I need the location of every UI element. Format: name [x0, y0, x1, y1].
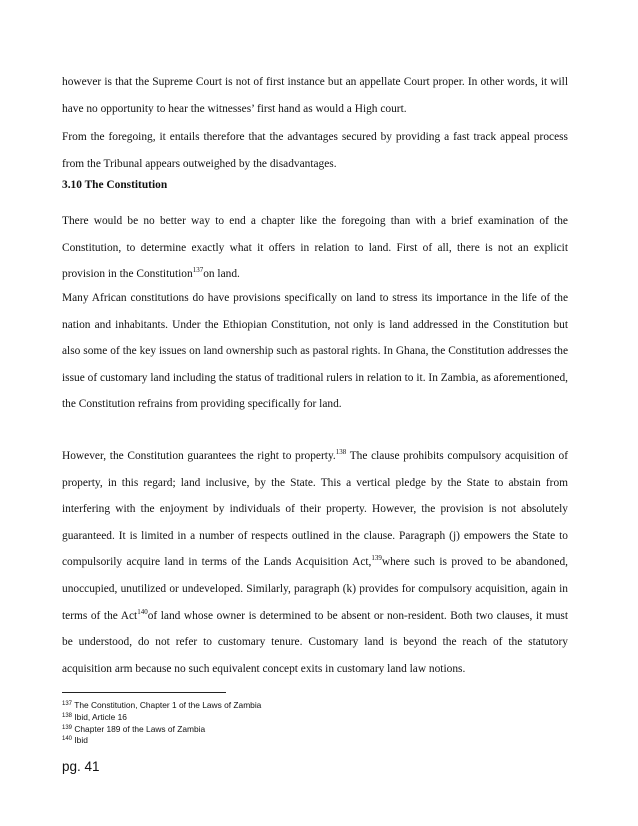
footnote-text: The Constitution, Chapter 1 of the Laws of Zambia: [74, 700, 262, 710]
footnote-number: 137: [62, 701, 73, 707]
page-number: pg. 41: [62, 759, 100, 774]
footnote-text: Chapter 189 of the Laws of Zambia: [74, 723, 206, 734]
text-span: The clause prohibits compulsory acquisition of property, in this regard; land inclusive, by the State. This a vertical pledge by the State to abstain from interfering with the enjoyment by individuals of their property. However, the provision is not absolutely guaranteed. It is limited in a number of respects outlined in the clause. Paragraph (j) empowers the State to compulsorily acquire land in terms of the Lands Acquisition Act,: [62, 450, 568, 569]
paragraph-foregoing: From the foregoing, it entails therefore that the advantages secured by providing a fast track appeal process from the Tribunal appears outweighed by the disadvantages.: [62, 131, 568, 170]
footnotes: [62, 700, 568, 747]
footnote-divider: [62, 692, 226, 693]
paragraph-constitution-intro: [62, 208, 568, 288]
footnote-number: 140: [62, 736, 73, 743]
footnote-ref-139: 139: [371, 554, 382, 563]
paragraph-right-to-property: [62, 443, 568, 682]
text-span: on land.: [203, 268, 240, 281]
footnote-ref-137: 137: [192, 266, 204, 275]
section-heading: 3.10 The Constitution: [62, 179, 168, 191]
footnote-number: 139: [62, 724, 73, 731]
footnote-ref-140: 140: [137, 607, 148, 616]
footnote-ref-138: 138: [335, 448, 347, 456]
text-span: However, the Constitution guarantees the right to property.: [62, 450, 336, 462]
footnote-number: 138: [62, 712, 73, 719]
text-span: where such is proved to be abandoned, unoccupied, unutilized or undeveloped. Similarly, paragraph (k) provides for compulsory acquisition, again in terms of the Act: [62, 556, 568, 622]
paragraph-supreme-court: however is that the Supreme Court is not of first instance but an appellate Court proper. In other words, it will have no opportunity to hear the witnesses’ first hand as would a High court.: [62, 76, 568, 115]
footnote-text: Ibid: [74, 735, 88, 746]
footnote-139: [62, 724, 568, 736]
text-span: There would be no better way to end a chapter like the foregoing than with a brief examination of the Constitution, to determine exactly what it offers in relation to land. First of all, there is not an explicit provision in the Constitution: [62, 215, 568, 281]
footnote-138: [62, 712, 568, 724]
footnote-137: [62, 700, 568, 712]
footnote-text: Ibid, Article 16: [74, 711, 127, 722]
footnote-140: [62, 735, 568, 747]
paragraph-african-constitutions: Many African constitutions do have provisions specifically on land to stress its importance in the life of the nation and inhabitants. Under the Ethiopian Constitution, not only is land addressed in the Constitution but also some of the key issues on land ownership such as pastoral rights. In Ghana, the Constitution addresses the issue of customary land including the status of traditional rulers in relation to it. In Zambia, as aforementioned, the Constitution refrains from providing specifically for land.: [62, 292, 568, 411]
text-span: of land whose owner is determined to be absent or non-resident. Both two clauses, it must be understood, do not refer to customary tenure. Customary land is beyond the reach of the statutory acquisition arm because no such equivalent concept exits in customary land law notions.: [62, 609, 568, 675]
